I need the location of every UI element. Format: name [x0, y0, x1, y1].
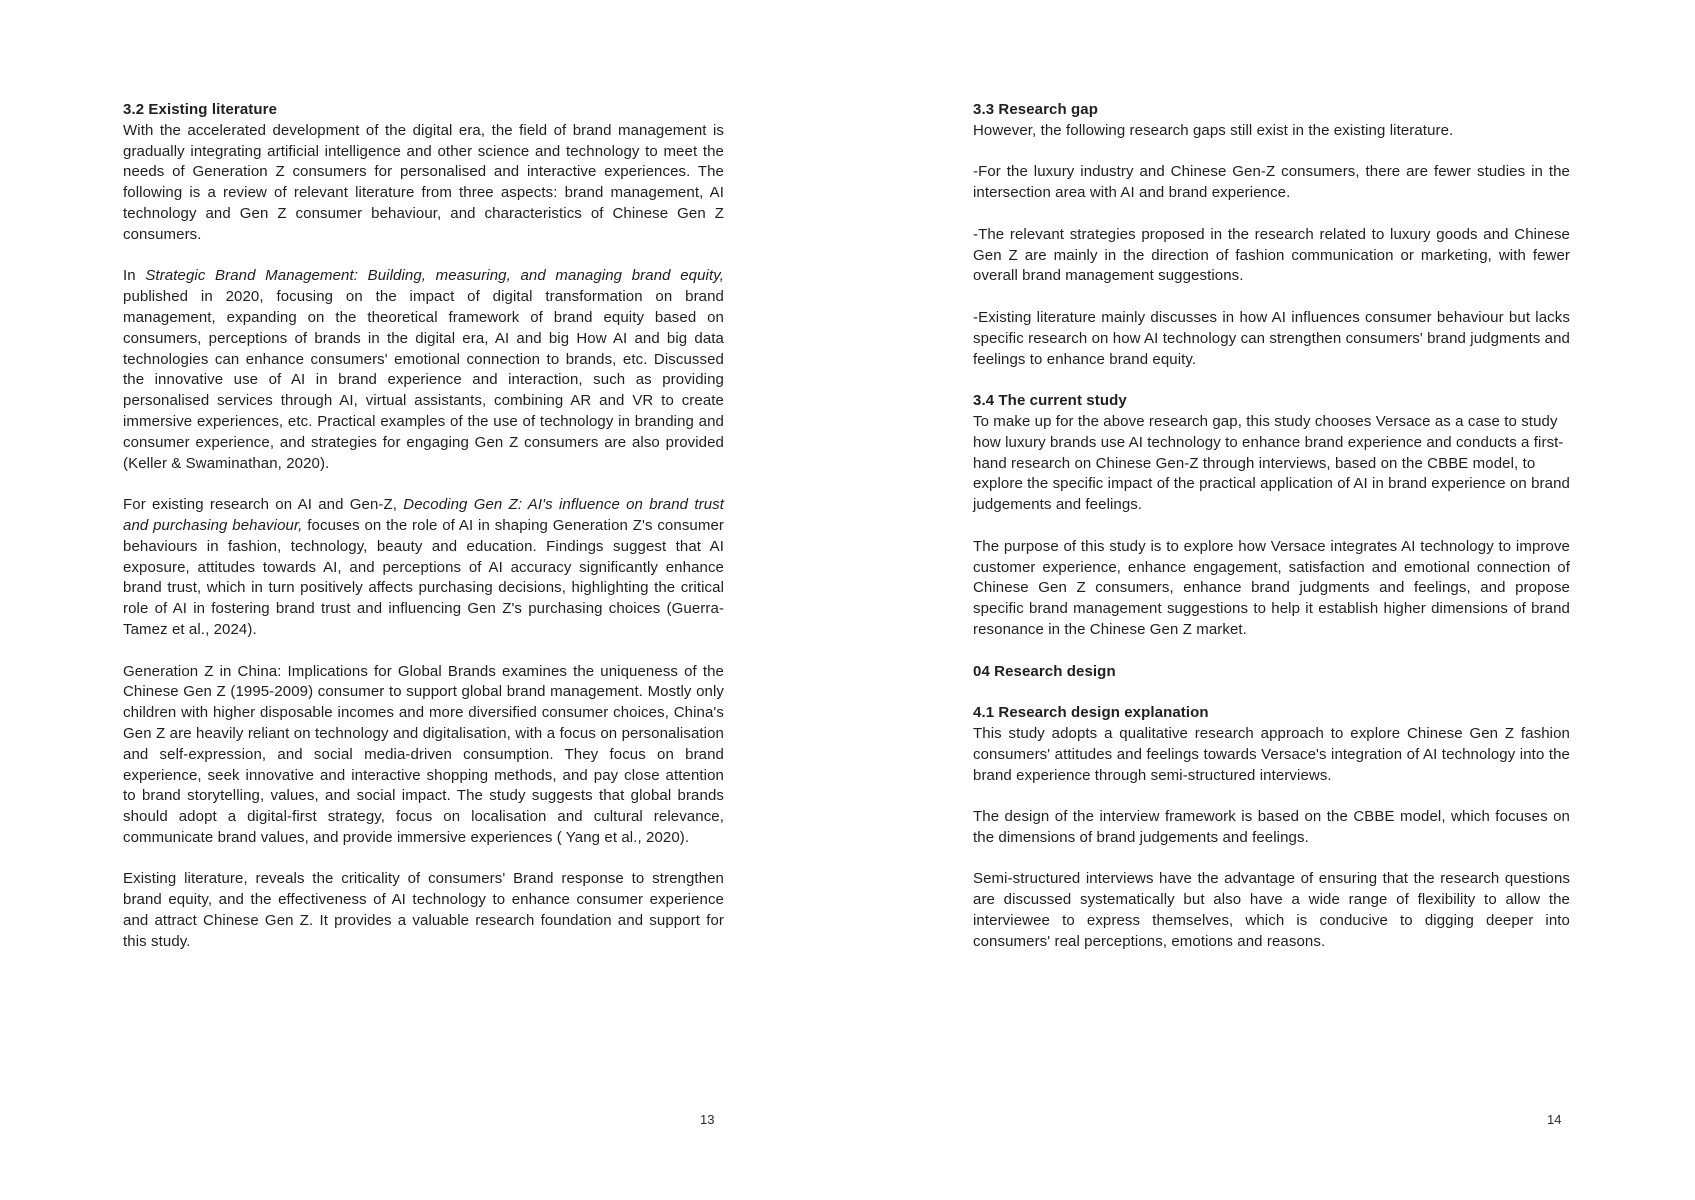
page-number-left: 13 — [700, 1112, 715, 1127]
paragraph — [123, 662, 724, 849]
page-13-text-column — [123, 100, 724, 973]
section-heading — [973, 703, 1570, 724]
text-run: However, the following research gaps still exist in the existing literature. — [973, 121, 1454, 139]
paragraph — [973, 162, 1570, 204]
paragraph — [973, 412, 1570, 516]
page-14-text-column — [973, 100, 1570, 973]
paragraph — [973, 537, 1570, 641]
italic-text-run: Decoding Gen Z: AI's influence on brand trust and purchasing behaviour, — [123, 496, 724, 534]
paragraph — [123, 495, 724, 641]
section-heading — [973, 662, 1570, 683]
text-run: Existing literature, reveals the criticality of consumers' Brand response to strengthen brand equity, and the effectiveness of AI technology to enhance consumer experience and attract Chinese Gen Z. It provides a valuable research foundation and support for this study. — [123, 870, 724, 950]
text-run: -For the luxury industry and Chinese Gen-Z consumers, there are fewer studies in the intersection area with AI and brand experience. — [973, 163, 1570, 202]
text-run: This study adopts a qualitative research approach to explore Chinese Gen Z fashion consumers' attitudes and feelings towards Versace's integration of AI technology into the brand experience through semi-structured interviews. — [973, 724, 1570, 784]
paragraph — [973, 225, 1570, 287]
text-run: The purpose of this study is to explore how Versace integrates AI technology to improve customer experience, enhance engagement, satisfaction and emotional connection of Chinese Gen Z consumers, enhance brand judgments and feelings, and propose specific brand management suggestions to help it establish higher dimensions of brand resonance in the Chinese Gen Z market. — [973, 537, 1570, 638]
text-run: 04 Research design — [973, 662, 1116, 680]
paragraph — [973, 121, 1570, 142]
paragraph — [973, 308, 1570, 370]
text-run: -The relevant strategies proposed in the research related to luxury goods and Chinese Gen Z are mainly in the direction of fashion communication or marketing, with fewer overall brand management suggestions. — [973, 225, 1570, 285]
text-run: Generation Z in China: Implications for Global Brands examines the uniqueness of the Chinese Gen Z (1995-2009) consumer to support global brand management. Mostly only children with higher disposable incomes and more diversified consumer choices, China's Gen Z are heavily reliant on technology and digitalisation, with a focus on personalisation and self-expression, and social media-driven consumption. They focus on brand experience, seek innovative and interactive shopping methods, and pay close attention to brand storytelling, values, and social impact. The study suggests that global brands should adopt a digital-first strategy, focus on localisation and cultural relevance, communicate brand values, and provide immersive experiences ( Yang et al., 2020). — [123, 662, 724, 846]
text-run: Semi-structured interviews have the advantage of ensuring that the research questions are discussed systematically but also have a wide range of flexibility to allow the interviewee to express themselves, which is conducive to digging deeper into consumers' real perceptions, emotions and reasons. — [973, 870, 1570, 950]
section-heading — [123, 100, 724, 121]
page-number-right: 14 — [1547, 1112, 1562, 1127]
paragraph — [123, 121, 724, 246]
text-run: The design of the interview framework is based on the CBBE model, which focuses on the dimensions of brand judgements and feelings. — [973, 808, 1570, 846]
text-run: 4.1 Research design explanation — [973, 704, 1209, 722]
text-run: 3.4 The current study — [973, 392, 1127, 410]
page-14 — [847, 0, 1695, 1200]
text-run: To make up for the above research gap, this study chooses Versace as a case to study how luxury brands use AI technology to enhance brand experience and conducts a first-hand research on Chinese Gen-Z through interviews, based on the CBBE model, to explore the specific impact of the practical application of AI in brand experience on brand judgements and feelings. — [973, 412, 1570, 514]
text-run: With the accelerated development of the digital era, the field of brand management is gradually integrating artificial intelligence and other science and technology to meet the needs of Generation Z consumers for personalised and interactive experiences. The following is a review of relevant literature from three aspects: brand management, AI technology and Gen Z consumer behaviour, and characteristics of Chinese Gen Z consumers. — [123, 121, 724, 243]
text-run: focuses on the role of AI in shaping Generation Z's consumer behaviours in fashion, technology, beauty and education. Findings suggest that AI exposure, attitudes towards AI, and perceptions of AI accuracy significantly enhance brand trust, which in turn positively affects purchasing decisions, highlighting the critical role of AI in fostering brand trust and influencing Gen Z's purchasing choices (Guerra-Tamez et al., 2024). — [123, 516, 724, 638]
text-run: For existing research on AI and Gen-Z, — [123, 496, 404, 514]
paragraph — [973, 869, 1570, 952]
text-run: published in 2020, focusing on the impact of digital transformation on brand management, expanding on the theoretical framework of brand equity based on consumers, perceptions of brands in the digital era, AI and big How AI and big data technologies can enhance consumers' emotional connection to brands, etc. Discussed the innovative use of AI in brand experience and interaction, such as providing personalised services through AI, virtual assistants, combining AR and VR to create immersive experiences, etc. Practical examples of the use of technology in branding and consumer experience, and strategies for engaging Gen Z consumers are also provided (Keller & Swaminathan, 2020). — [123, 288, 724, 472]
italic-text-run: Strategic Brand Management: Building, measuring, and managing brand equity, — [145, 267, 724, 285]
text-run: -Existing literature mainly discusses in how AI influences consumer behaviour but lacks specific research on how AI technology can strengthen consumers' brand judgments and feelings to enhance brand equity. — [973, 308, 1570, 368]
page-13 — [0, 0, 847, 1200]
text-run: 3.2 Existing literature — [123, 101, 278, 118]
section-heading — [973, 100, 1570, 121]
paragraph — [123, 869, 724, 952]
text-run: In — [123, 267, 146, 285]
paragraph — [123, 266, 724, 474]
text-run: 3.3 Research gap — [973, 101, 1098, 118]
paragraph — [973, 724, 1570, 786]
paragraph — [973, 807, 1570, 849]
section-heading — [973, 391, 1570, 412]
